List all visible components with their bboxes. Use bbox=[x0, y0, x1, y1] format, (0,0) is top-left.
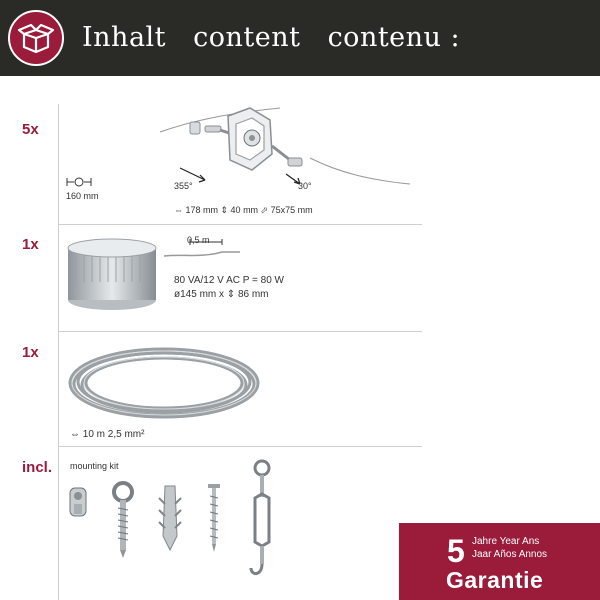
wall-plug-icon bbox=[155, 484, 185, 554]
spacing-icon bbox=[66, 176, 92, 190]
lead-length-label: 0,5 m bbox=[187, 235, 210, 245]
eye-screw-icon bbox=[108, 480, 138, 560]
guarantee-title: Garantie bbox=[446, 567, 544, 593]
header-title bbox=[82, 22, 478, 53]
spot-light-illustration bbox=[160, 98, 410, 208]
row-divider bbox=[58, 446, 422, 447]
quantity-label: 5x bbox=[22, 121, 39, 138]
quantity-label: 1x bbox=[22, 344, 39, 361]
quantity-label: 1x bbox=[22, 236, 39, 253]
size-spec: ø145 mm x ⇕ 86 mm bbox=[174, 289, 269, 300]
open-box-icon bbox=[8, 10, 64, 66]
power-spec: 80 VA/12 V AC P = 80 W bbox=[174, 275, 284, 286]
wire-spec: ⇔ 10 m 2,5 mm² bbox=[70, 429, 145, 440]
header-bar bbox=[0, 0, 600, 76]
wire-coil-illustration bbox=[64, 338, 264, 428]
header-word-fr: contenu : bbox=[327, 22, 461, 53]
distance-label: 160 mm bbox=[66, 191, 99, 201]
guarantee-years-text: Jahre Year Ans bbox=[472, 536, 540, 547]
column-divider bbox=[58, 104, 59, 600]
row-divider bbox=[58, 331, 422, 332]
mounting-kit-label: mounting kit bbox=[70, 461, 119, 471]
wire-clamp-icon bbox=[66, 482, 92, 522]
screw-icon bbox=[207, 484, 221, 554]
guarantee-badge bbox=[399, 523, 600, 600]
spot-dimensions: ⇔ 178 mm ⇕ 40 mm ⬀ 75x75 mm bbox=[174, 205, 313, 215]
guarantee-years: 5 bbox=[447, 533, 465, 569]
guarantee-years-text: Jaar Años Annos bbox=[472, 549, 548, 560]
rotation-right-label: 30° bbox=[298, 181, 312, 191]
header-word-de: Inhalt bbox=[82, 22, 167, 53]
row-divider bbox=[58, 224, 422, 225]
rotation-left-label: 355° bbox=[174, 181, 193, 191]
quantity-label: incl. bbox=[22, 459, 53, 476]
transformer-illustration bbox=[66, 236, 162, 316]
header-word-en: content bbox=[193, 22, 301, 53]
turnbuckle-icon bbox=[247, 458, 277, 582]
